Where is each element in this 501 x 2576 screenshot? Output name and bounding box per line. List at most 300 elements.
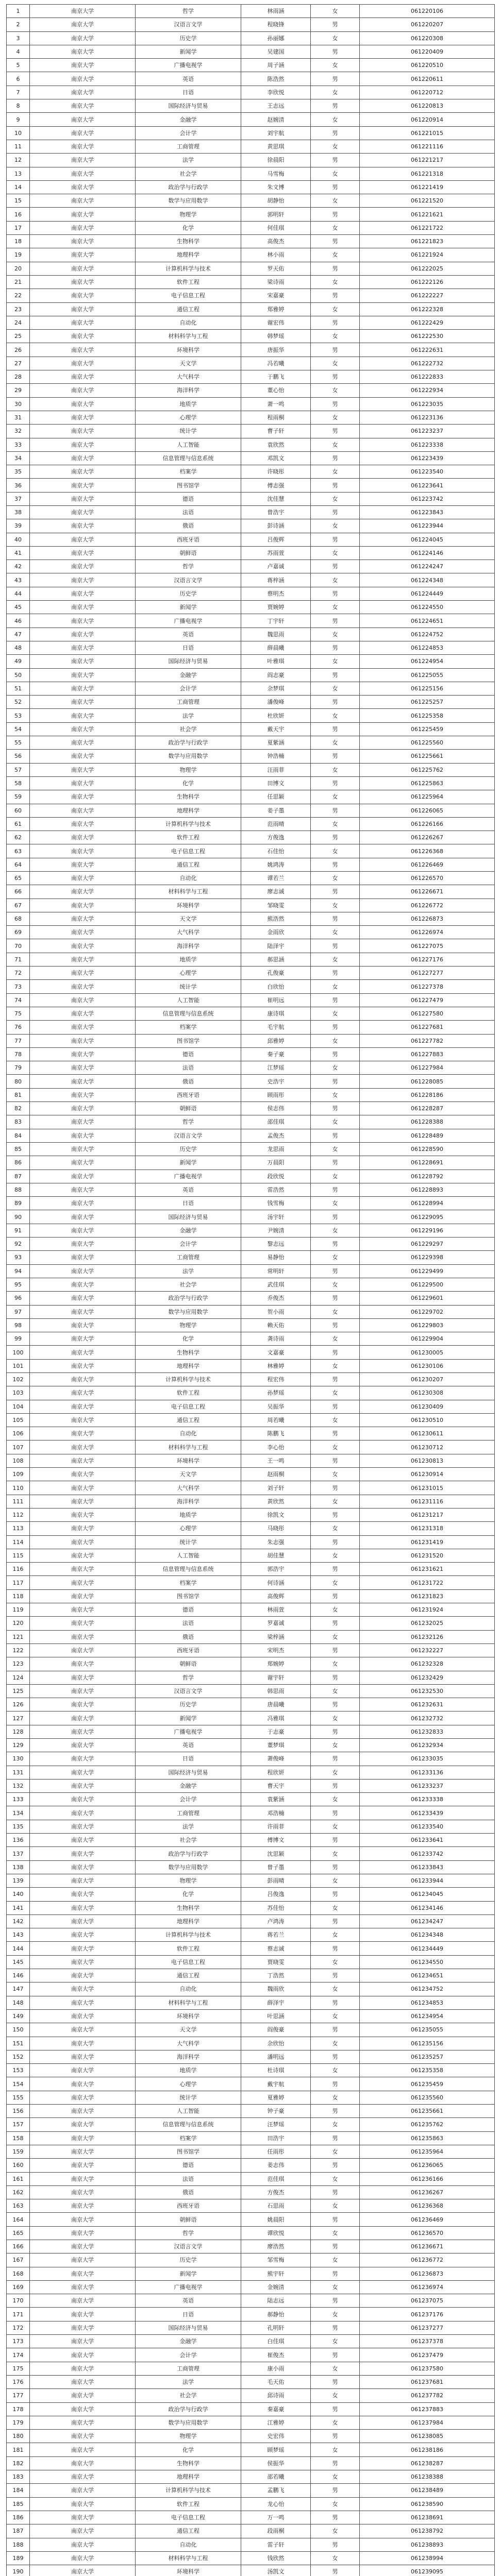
- table-row: [7, 1969, 495, 1982]
- major-name: 通信工程: [136, 1413, 241, 1427]
- gender: 女: [311, 2524, 360, 2538]
- school-name: 南京大学: [30, 2565, 136, 2576]
- school-name: 南京大学: [30, 140, 136, 153]
- student-id: 061226469: [360, 858, 495, 871]
- student-id: 061225055: [360, 668, 495, 682]
- school-name: 南京大学: [30, 72, 136, 86]
- student-name: 谭若兰: [241, 872, 311, 885]
- student-id: 061226974: [360, 926, 495, 939]
- student-id: 061220510: [360, 59, 495, 72]
- row-number: 40: [7, 533, 30, 546]
- table-row: [7, 1264, 495, 1278]
- gender: 男: [311, 2050, 360, 2063]
- student-name: 贾婉婷: [241, 601, 311, 614]
- table-row: [7, 1495, 495, 1508]
- major-name: 哲学: [136, 1671, 241, 1684]
- student-id: 061229702: [360, 1305, 495, 1318]
- school-name: 南京大学: [30, 1481, 136, 1495]
- major-name: 国际经济与贸易: [136, 1210, 241, 1224]
- major-name: 哲学: [136, 2226, 241, 2240]
- gender: 女: [311, 1522, 360, 1535]
- table-row: [7, 1251, 495, 1264]
- school-name: 南京大学: [30, 1711, 136, 1725]
- student-id: 061233843: [360, 1860, 495, 1874]
- gender: 女: [311, 1197, 360, 1210]
- major-name: 广播电视学: [136, 2280, 241, 2294]
- gender: 男: [311, 1508, 360, 1521]
- major-name: 法学: [136, 709, 241, 722]
- row-number: 61: [7, 817, 30, 831]
- table-row: [7, 939, 495, 953]
- student-name: 叶雅琪: [241, 655, 311, 668]
- row-number: 157: [7, 2118, 30, 2131]
- student-name: 汪梦瑶: [241, 2118, 311, 2131]
- row-number: 63: [7, 844, 30, 858]
- row-number: 3: [7, 31, 30, 45]
- major-name: 统计学: [136, 2091, 241, 2104]
- major-name: 会计学: [136, 1793, 241, 1806]
- row-number: 180: [7, 2430, 30, 2443]
- gender: 女: [311, 2064, 360, 2077]
- student-name: 林雅婷: [241, 1359, 311, 1372]
- major-name: 英语: [136, 1183, 241, 1196]
- table-row: [7, 1047, 495, 1061]
- student-name: 姚晨阳: [241, 2213, 311, 2226]
- major-name: 国际经济与贸易: [136, 99, 241, 113]
- school-name: 南京大学: [30, 1860, 136, 1874]
- major-name: 朝鲜语: [136, 2213, 241, 2226]
- student-name: 袁欣然: [241, 438, 311, 451]
- major-name: 电子信息工程: [136, 2511, 241, 2524]
- school-name: 南京大学: [30, 668, 136, 682]
- table-row: [7, 668, 495, 682]
- student-id: 061220409: [360, 45, 495, 58]
- row-number: 64: [7, 858, 30, 871]
- student-id: 061226671: [360, 885, 495, 899]
- table-row: [7, 804, 495, 817]
- school-name: 南京大学: [30, 2538, 136, 2551]
- school-name: 南京大学: [30, 1372, 136, 1386]
- table-row: [7, 1711, 495, 1725]
- school-name: 南京大学: [30, 912, 136, 925]
- school-name: 南京大学: [30, 2009, 136, 2023]
- gender: 女: [311, 926, 360, 939]
- student-id: 061224651: [360, 614, 495, 628]
- gender: 男: [311, 235, 360, 248]
- student-name: 赵雨桐: [241, 1468, 311, 1481]
- gender: 女: [311, 248, 360, 262]
- major-name: 法学: [136, 1264, 241, 1278]
- major-name: 统计学: [136, 1535, 241, 1549]
- major-name: 海洋科学: [136, 384, 241, 397]
- gender: 女: [311, 1332, 360, 1346]
- row-number: 86: [7, 1156, 30, 1170]
- row-number: 156: [7, 2105, 30, 2118]
- row-number: 140: [7, 1888, 30, 1901]
- gender: 男: [311, 668, 360, 682]
- table-row: [7, 2416, 495, 2429]
- major-name: 地理科学: [136, 2470, 241, 2484]
- school-name: 南京大学: [30, 1576, 136, 1589]
- school-name: 南京大学: [30, 2348, 136, 2362]
- row-number: 50: [7, 668, 30, 682]
- student-id: 061222732: [360, 357, 495, 370]
- student-name: 廖浩然: [241, 2240, 311, 2253]
- gender: 男: [311, 2267, 360, 2280]
- student-name: 潘俊峰: [241, 696, 311, 709]
- table-row: [7, 1684, 495, 1698]
- row-number: 181: [7, 2443, 30, 2456]
- student-name: 朱文博: [241, 180, 311, 194]
- student-id: 061238691: [360, 2511, 495, 2524]
- table-row: [7, 2308, 495, 2321]
- student-id: 061220914: [360, 113, 495, 126]
- major-name: 环境科学: [136, 2565, 241, 2576]
- major-name: 工商管理: [136, 140, 241, 153]
- school-name: 南京大学: [30, 1468, 136, 1481]
- student-name: 魏思雨: [241, 628, 311, 641]
- major-name: 统计学: [136, 425, 241, 438]
- student-id: 061235762: [360, 2118, 495, 2131]
- student-name: 余欣怡: [241, 2037, 311, 2050]
- school-name: 南京大学: [30, 2050, 136, 2063]
- gender: 男: [311, 1589, 360, 1603]
- gender: 女: [311, 2362, 360, 2375]
- student-name: 易静怡: [241, 1251, 311, 1264]
- table-row: [7, 1563, 495, 1576]
- gender: 男: [311, 2077, 360, 2091]
- school-name: 南京大学: [30, 2389, 136, 2402]
- student-name: 任雨彤: [241, 2145, 311, 2158]
- student-name: 郭明轩: [241, 208, 311, 221]
- major-name: 会计学: [136, 682, 241, 695]
- row-number: 155: [7, 2091, 30, 2104]
- student-name: 苏佳怡: [241, 1901, 311, 1914]
- major-name: 政治学与行政学: [136, 2402, 241, 2416]
- school-name: 南京大学: [30, 1115, 136, 1129]
- row-number: 92: [7, 1238, 30, 1251]
- student-id: 061226065: [360, 804, 495, 817]
- gender: 女: [311, 1684, 360, 1698]
- row-number: 7: [7, 86, 30, 99]
- major-name: 计算机科学与技术: [136, 262, 241, 275]
- table-row: [7, 696, 495, 709]
- school-name: 南京大学: [30, 2443, 136, 2456]
- major-name: 新闻学: [136, 1711, 241, 1725]
- school-name: 南京大学: [30, 154, 136, 167]
- student-id: 061235964: [360, 2145, 495, 2158]
- school-name: 南京大学: [30, 1495, 136, 1508]
- row-number: 110: [7, 1481, 30, 1495]
- student-id: 061234247: [360, 1914, 495, 1928]
- student-name: 徐凯文: [241, 1508, 311, 1521]
- table-row: [7, 926, 495, 939]
- table-row: [7, 1617, 495, 1630]
- major-name: 法语: [136, 1617, 241, 1630]
- gender: 男: [311, 533, 360, 546]
- row-number: 81: [7, 1088, 30, 1101]
- gender: 女: [311, 573, 360, 587]
- student-name: 沈佳慧: [241, 492, 311, 505]
- school-name: 南京大学: [30, 302, 136, 316]
- student-name: 曹子轩: [241, 425, 311, 438]
- student-name: 孟鹏飞: [241, 2484, 311, 2497]
- major-name: 政治学与行政学: [136, 736, 241, 750]
- school-name: 南京大学: [30, 1982, 136, 1996]
- student-name: 田浩宇: [241, 2131, 311, 2145]
- gender: 女: [311, 140, 360, 153]
- student-name: 石思雨: [241, 2199, 311, 2213]
- school-name: 南京大学: [30, 1779, 136, 1792]
- table-row: [7, 736, 495, 750]
- school-name: 南京大学: [30, 2105, 136, 2118]
- row-number: 74: [7, 993, 30, 1007]
- gender: 女: [311, 1603, 360, 1617]
- student-name: 唐振华: [241, 343, 311, 357]
- major-name: 国际经济与贸易: [136, 655, 241, 668]
- school-name: 南京大学: [30, 1238, 136, 1251]
- row-number: 47: [7, 628, 30, 641]
- row-number: 90: [7, 1210, 30, 1224]
- gender: 男: [311, 2456, 360, 2470]
- student-name: 丁宇轩: [241, 614, 311, 628]
- row-number: 56: [7, 750, 30, 763]
- table-row: [7, 1522, 495, 1535]
- student-id: 061238590: [360, 2497, 495, 2511]
- student-id: 061221318: [360, 167, 495, 180]
- major-name: 人工智能: [136, 438, 241, 451]
- student-id: 061234550: [360, 1955, 495, 1969]
- student-name: 程雨桐: [241, 411, 311, 424]
- student-name: 魏雨欣: [241, 1982, 311, 1996]
- student-name: 林雨萱: [241, 1603, 311, 1617]
- student-id: 061226267: [360, 831, 495, 844]
- gender: 男: [311, 505, 360, 519]
- row-number: 41: [7, 546, 30, 560]
- row-number: 82: [7, 1102, 30, 1115]
- table-row: [7, 1576, 495, 1589]
- school-name: 南京大学: [30, 2511, 136, 2524]
- student-id: 061227176: [360, 953, 495, 966]
- student-id: 061237782: [360, 2389, 495, 2402]
- table-row: [7, 2511, 495, 2524]
- row-number: 106: [7, 1427, 30, 1440]
- gender: 男: [311, 1318, 360, 1332]
- table-row: [7, 1359, 495, 1372]
- school-name: 南京大学: [30, 1522, 136, 1535]
- student-name: 邹雪梅: [241, 2253, 311, 2267]
- major-name: 历史学: [136, 587, 241, 600]
- student-id: 061234348: [360, 1928, 495, 1942]
- major-name: 通信工程: [136, 302, 241, 316]
- gender: 女: [311, 1657, 360, 1671]
- student-name: 傅博文: [241, 1834, 311, 1847]
- student-id: 061224247: [360, 560, 495, 573]
- row-number: 2: [7, 18, 30, 31]
- school-name: 南京大学: [30, 167, 136, 180]
- gender: 男: [311, 1210, 360, 1224]
- table-row: [7, 1589, 495, 1603]
- gender: 男: [311, 1264, 360, 1278]
- student-name: 何佳琪: [241, 221, 311, 234]
- table-row: [7, 993, 495, 1007]
- student-name: 夏雅婷: [241, 2091, 311, 2104]
- student-name: 王志远: [241, 99, 311, 113]
- major-name: 俄语: [136, 519, 241, 533]
- table-row: [7, 2551, 495, 2565]
- major-name: 英语: [136, 1739, 241, 1752]
- student-name: 熊宇轩: [241, 2267, 311, 2280]
- student-id: 061233035: [360, 1752, 495, 1766]
- student-name: 黎志远: [241, 1238, 311, 1251]
- table-row: [7, 1481, 495, 1495]
- student-id: 061237277: [360, 2321, 495, 2334]
- student-name: 薛泽宇: [241, 1996, 311, 2009]
- table-row: [7, 1657, 495, 1671]
- student-id: 061235661: [360, 2105, 495, 2118]
- student-id: 061235358: [360, 2064, 495, 2077]
- table-row: [7, 2294, 495, 2308]
- student-name: 陆泽宇: [241, 939, 311, 953]
- row-number: 127: [7, 1711, 30, 1725]
- gender: 女: [311, 1928, 360, 1942]
- student-id: 061233944: [360, 1874, 495, 1887]
- row-number: 23: [7, 302, 30, 316]
- major-name: 天文学: [136, 2023, 241, 2037]
- row-number: 16: [7, 208, 30, 221]
- table-row: [7, 1739, 495, 1752]
- table-row: [7, 370, 495, 384]
- major-name: 物理学: [136, 1318, 241, 1332]
- gender: 女: [311, 519, 360, 533]
- student-id: 061233237: [360, 1779, 495, 1792]
- row-number: 48: [7, 641, 30, 654]
- school-name: 南京大学: [30, 1535, 136, 1549]
- table-row: [7, 1888, 495, 1901]
- student-name: 尹婉清: [241, 1224, 311, 1237]
- table-row: [7, 1210, 495, 1224]
- table-row: [7, 72, 495, 86]
- table-row: [7, 2375, 495, 2388]
- row-number: 19: [7, 248, 30, 262]
- row-number: 132: [7, 1779, 30, 1792]
- student-name: 邵佳琪: [241, 1115, 311, 1129]
- row-number: 93: [7, 1251, 30, 1264]
- gender: 女: [311, 86, 360, 99]
- student-id: 061233742: [360, 1847, 495, 1860]
- gender: 男: [311, 885, 360, 899]
- student-name: 韩梦瑶: [241, 330, 311, 343]
- gender: 女: [311, 465, 360, 479]
- student-id: 061234853: [360, 1996, 495, 2009]
- table-row: [7, 1603, 495, 1617]
- gender: 女: [311, 1630, 360, 1643]
- gender: 男: [311, 993, 360, 1007]
- row-number: 70: [7, 939, 30, 953]
- gender: 女: [311, 1088, 360, 1101]
- gender: 女: [311, 1711, 360, 1725]
- school-name: 南京大学: [30, 1061, 136, 1075]
- major-name: 大气科学: [136, 370, 241, 384]
- school-name: 南京大学: [30, 1346, 136, 1359]
- major-name: 法语: [136, 505, 241, 519]
- row-number: 111: [7, 1495, 30, 1508]
- table-row: [7, 2118, 495, 2131]
- row-number: 163: [7, 2199, 30, 2213]
- major-name: 软件工程: [136, 1942, 241, 1955]
- row-number: 129: [7, 1739, 30, 1752]
- row-number: 46: [7, 614, 30, 628]
- student-name: 林雨涵: [241, 5, 311, 18]
- major-name: 信息管理与信息系统: [136, 451, 241, 465]
- gender: 男: [311, 939, 360, 953]
- table-row: [7, 722, 495, 736]
- major-name: 大气科学: [136, 2037, 241, 2050]
- school-name: 南京大学: [30, 939, 136, 953]
- school-name: 南京大学: [30, 2497, 136, 2511]
- student-name: 韩思雨: [241, 1684, 311, 1698]
- table-row: [7, 1170, 495, 1183]
- student-name: 孔俊豪: [241, 967, 311, 980]
- school-name: 南京大学: [30, 546, 136, 560]
- major-name: 材料科学与工程: [136, 1440, 241, 1454]
- student-id: 061225661: [360, 750, 495, 763]
- row-number: 97: [7, 1305, 30, 1318]
- student-id: 061235863: [360, 2131, 495, 2145]
- table-row: [7, 1834, 495, 1847]
- school-name: 南京大学: [30, 2240, 136, 2253]
- school-name: 南京大学: [30, 1766, 136, 1779]
- row-number: 102: [7, 1372, 30, 1386]
- major-name: 地理科学: [136, 1914, 241, 1928]
- school-name: 南京大学: [30, 99, 136, 113]
- major-name: 英语: [136, 628, 241, 641]
- row-number: 165: [7, 2226, 30, 2240]
- gender: 男: [311, 1617, 360, 1630]
- student-name: 沈思颖: [241, 1847, 311, 1860]
- row-number: 151: [7, 2037, 30, 2050]
- gender: 男: [311, 2294, 360, 2308]
- gender: 女: [311, 546, 360, 560]
- school-name: 南京大学: [30, 1318, 136, 1332]
- student-name: 余梦琪: [241, 682, 311, 695]
- student-name: 吕俊逸: [241, 1888, 311, 1901]
- gender: 男: [311, 99, 360, 113]
- student-id: 061237176: [360, 2308, 495, 2321]
- gender: 男: [311, 1888, 360, 1901]
- student-name: 程宏伟: [241, 1372, 311, 1386]
- major-name: 数学与应用数学: [136, 194, 241, 208]
- row-number: 117: [7, 1576, 30, 1589]
- gender: 女: [311, 59, 360, 72]
- student-name: 蔡明杰: [241, 587, 311, 600]
- gender: 男: [311, 1346, 360, 1359]
- table-row: [7, 1454, 495, 1467]
- row-number: 95: [7, 1278, 30, 1291]
- gender: 女: [311, 1305, 360, 1318]
- row-number: 123: [7, 1657, 30, 1671]
- student-id: 061230005: [360, 1346, 495, 1359]
- student-name: 龙思雨: [241, 1142, 311, 1156]
- major-name: 计算机科学与技术: [136, 2484, 241, 2497]
- table-row: [7, 1007, 495, 1020]
- student-name: 戴天宇: [241, 722, 311, 736]
- student-id: 061227580: [360, 1007, 495, 1020]
- student-id: 061237984: [360, 2416, 495, 2429]
- student-id: 061231116: [360, 1495, 495, 1508]
- gender: 男: [311, 1183, 360, 1196]
- row-number: 168: [7, 2267, 30, 2280]
